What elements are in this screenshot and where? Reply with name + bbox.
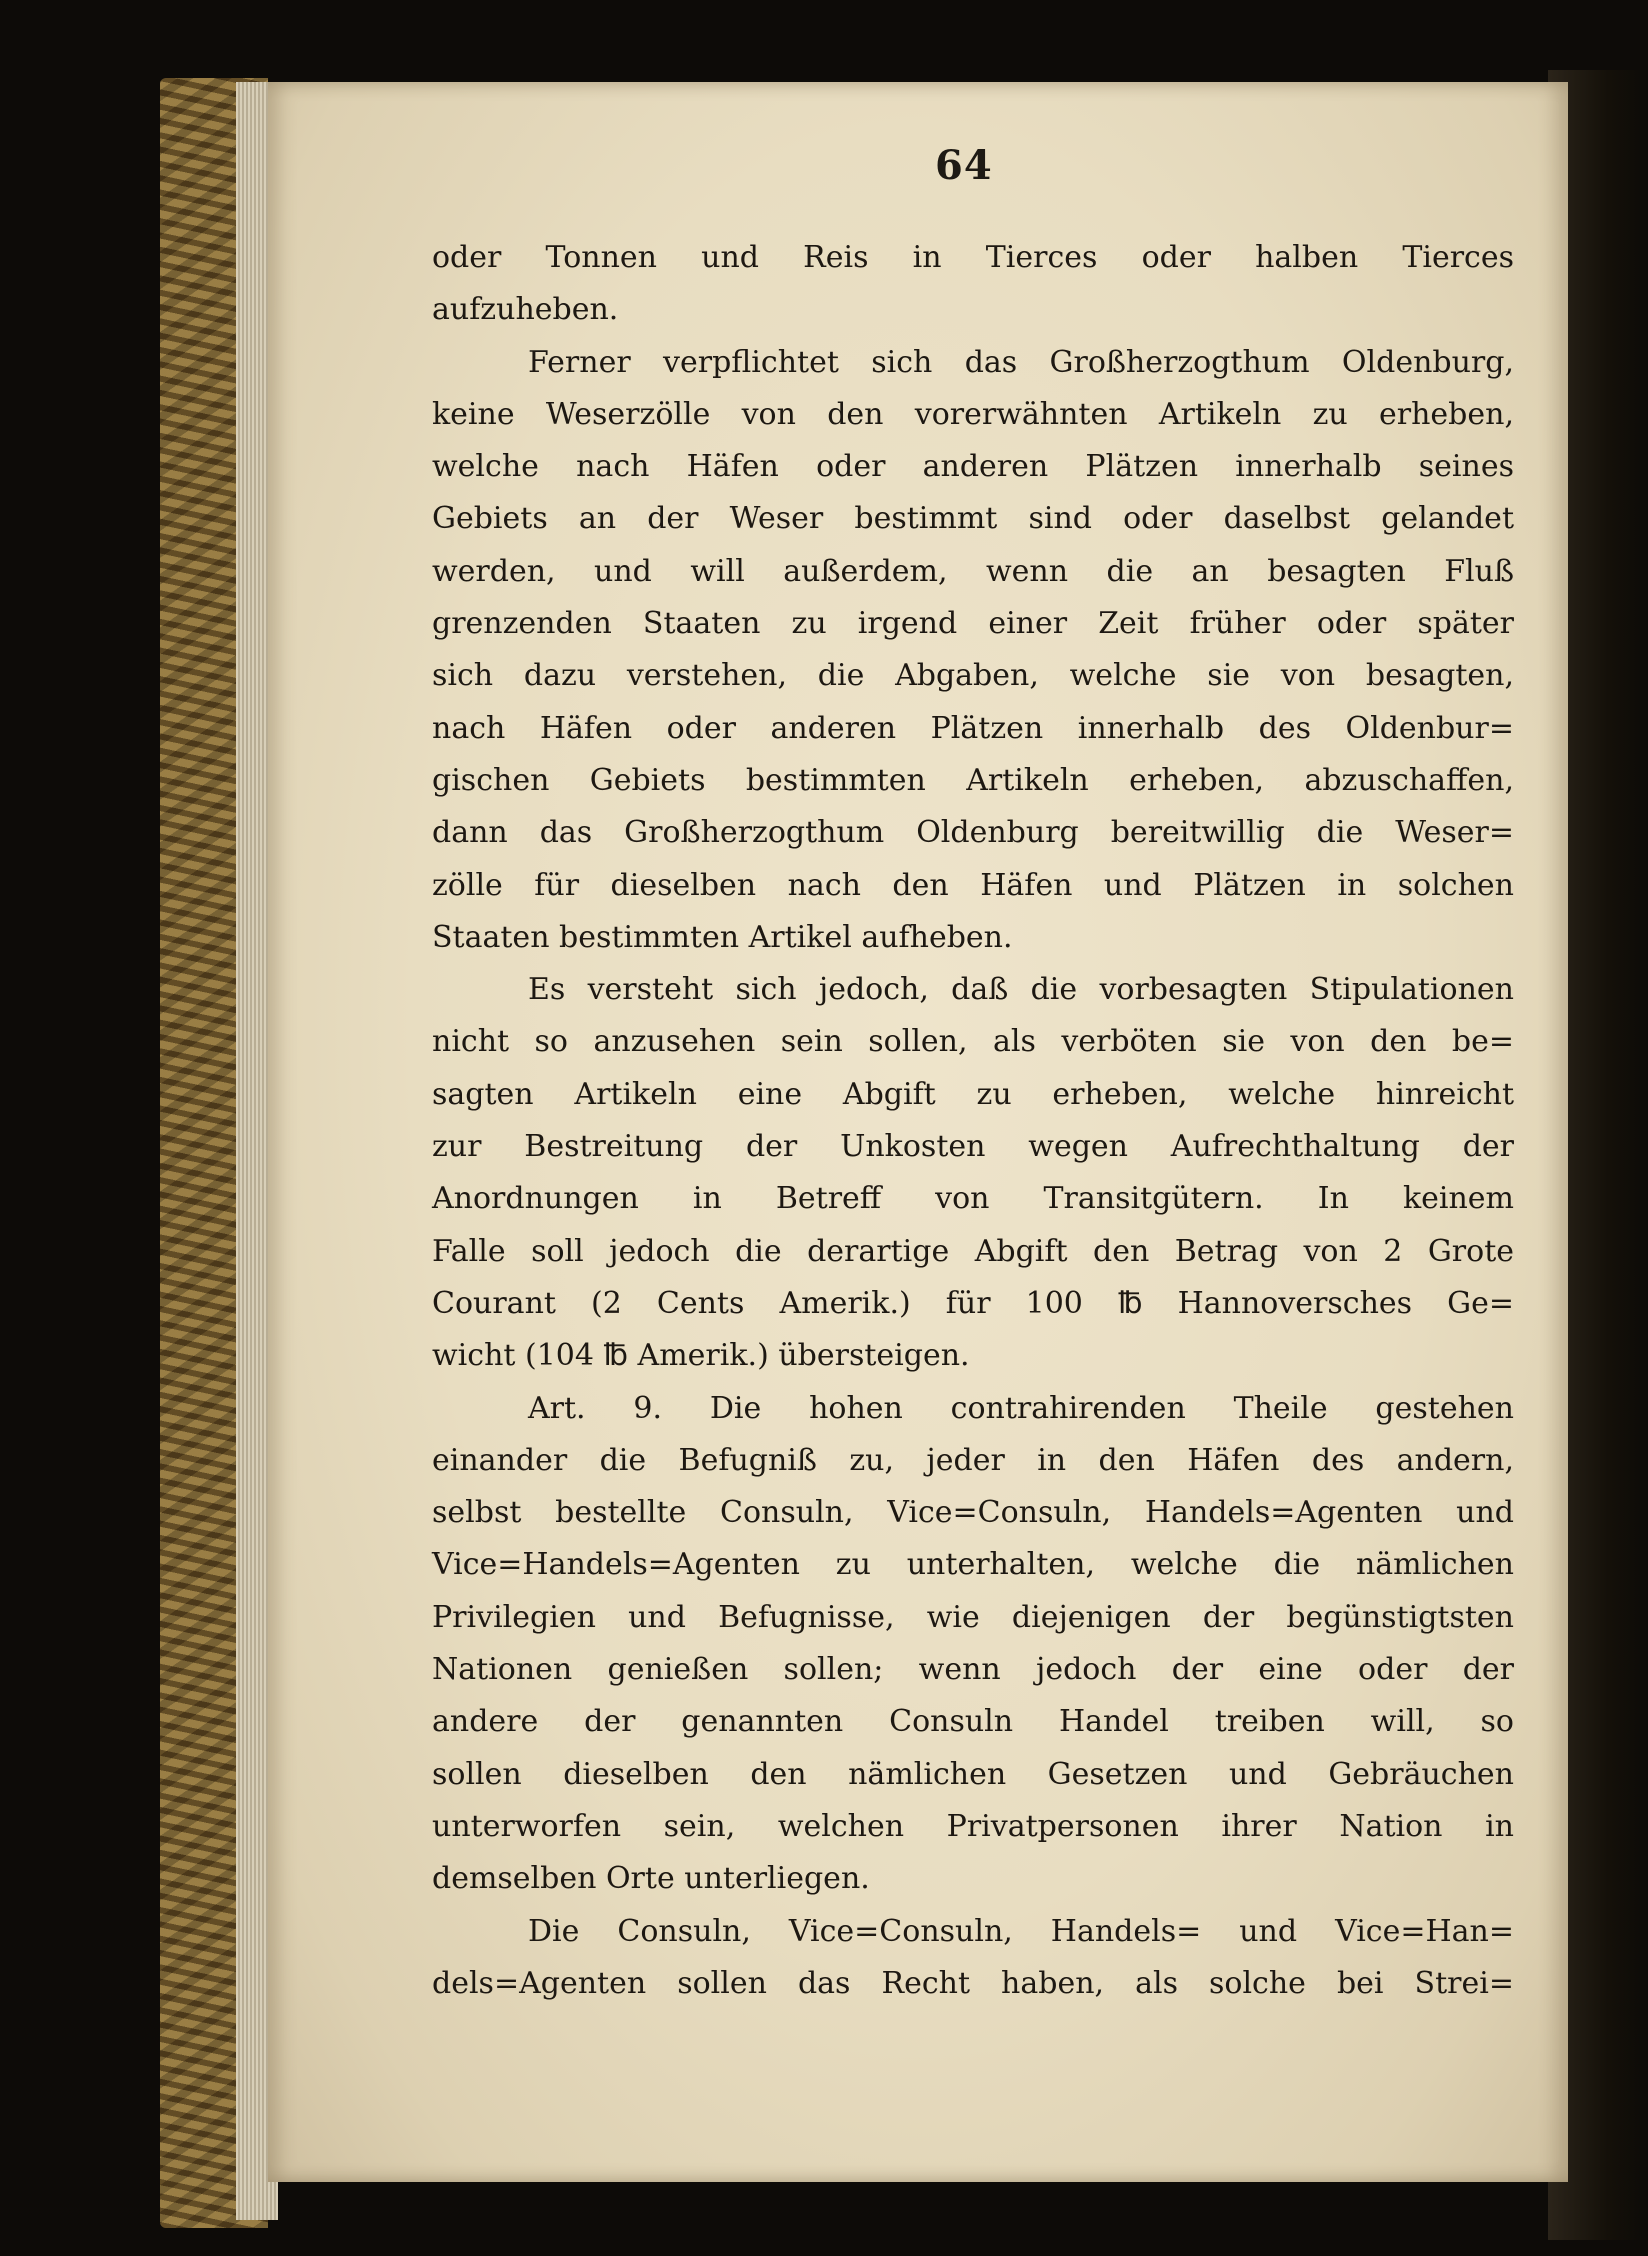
text-line: Vice=Handels=Agenten zu unterhalten, welche die nämlichen <box>432 1547 1514 1583</box>
text-line: keine Weserzölle von den vorerwähnten Artikeln zu erheben, <box>432 396 1514 432</box>
text-line: sagten Artikeln eine Abgift zu erheben, welche hinreicht <box>432 1076 1514 1112</box>
text-line: Die Consuln, Vice=Consuln, Handels= und Vice=Han= <box>528 1913 1514 1949</box>
text-line: andere der genannten Consuln Handel treiben will, so <box>432 1704 1514 1740</box>
text-line: sollen dieselben den nämlichen Gesetzen und Gebräuchen <box>432 1756 1514 1792</box>
text-line: Staaten bestimmten Artikel aufheben. <box>432 919 1013 955</box>
text-line: werden, und will außerdem, wenn die an besagten Fluß <box>432 553 1514 589</box>
body-text <box>432 232 1514 2010</box>
text-line: einander die Befugniß zu, jeder in den Häfen des andern, <box>432 1442 1514 1478</box>
text-line: zölle für dieselben nach den Häfen und Plätzen in solchen <box>432 867 1514 903</box>
text-line: welche nach Häfen oder anderen Plätzen innerhalb seines <box>432 449 1514 485</box>
text-line: Privilegien und Befugnisse, wie diejenigen der begünstigtsten <box>432 1599 1514 1635</box>
text-line: sich dazu verstehen, die Abgaben, welche sie von besagten, <box>432 658 1514 694</box>
text-line: Es versteht sich jedoch, daß die vorbesagten Stipulationen <box>528 972 1514 1008</box>
text-line: dels=Agenten sollen das Recht haben, als solche bei Strei= <box>432 1965 1514 2001</box>
text-line: aufzuheben. <box>432 292 619 328</box>
text-line: Ferner verpflichtet sich das Großherzogthum Oldenburg, <box>528 344 1514 380</box>
text-line: grenzenden Staaten zu irgend einer Zeit früher oder später <box>432 606 1514 642</box>
text-line: selbst bestellte Consuln, Vice=Consuln, Handels=Agenten und <box>432 1495 1514 1531</box>
text-line: oder Tonnen und Reis in Tierces oder halben Tierces <box>432 240 1514 275</box>
text-line: Anordnungen in Betreff von Transitgütern. In keinem <box>432 1181 1514 1217</box>
text-line: Gebiets an der Weser bestimmt sind oder daselbst gelandet <box>432 501 1514 537</box>
text-line: zur Bestreitung der Unkosten wegen Aufrechthaltung der <box>432 1129 1514 1165</box>
text-line: gischen Gebiets bestimmten Artikeln erheben, abzuschaffen, <box>432 762 1514 798</box>
text-line: unterworfen sein, welchen Privatpersonen ihrer Nation in <box>432 1808 1514 1844</box>
text-line: Courant (2 Cents Amerik.) für 100 ℔ Hannoversches Ge= <box>432 1285 1514 1321</box>
page-number: 64 <box>935 142 993 189</box>
text-line: nicht so anzusehen sein sollen, als verböten sie von den be= <box>432 1024 1514 1060</box>
text-line: wicht (104 ℔ Amerik.) übersteigen. <box>432 1338 970 1374</box>
text-line: Nationen genießen sollen; wenn jedoch der eine oder der <box>432 1652 1514 1688</box>
text-line: demselben Orte unterliegen. <box>432 1861 870 1897</box>
text-line: dann das Großherzogthum Oldenburg bereitwillig die Weser= <box>432 815 1514 851</box>
text-line: nach Häfen oder anderen Plätzen innerhalb des Oldenbur= <box>432 710 1514 746</box>
text-line: Art. 9. Die hohen contrahirenden Theile gestehen <box>528 1390 1514 1426</box>
text-line: Falle soll jedoch die derartige Abgift den Betrag von 2 Grote <box>432 1233 1514 1269</box>
